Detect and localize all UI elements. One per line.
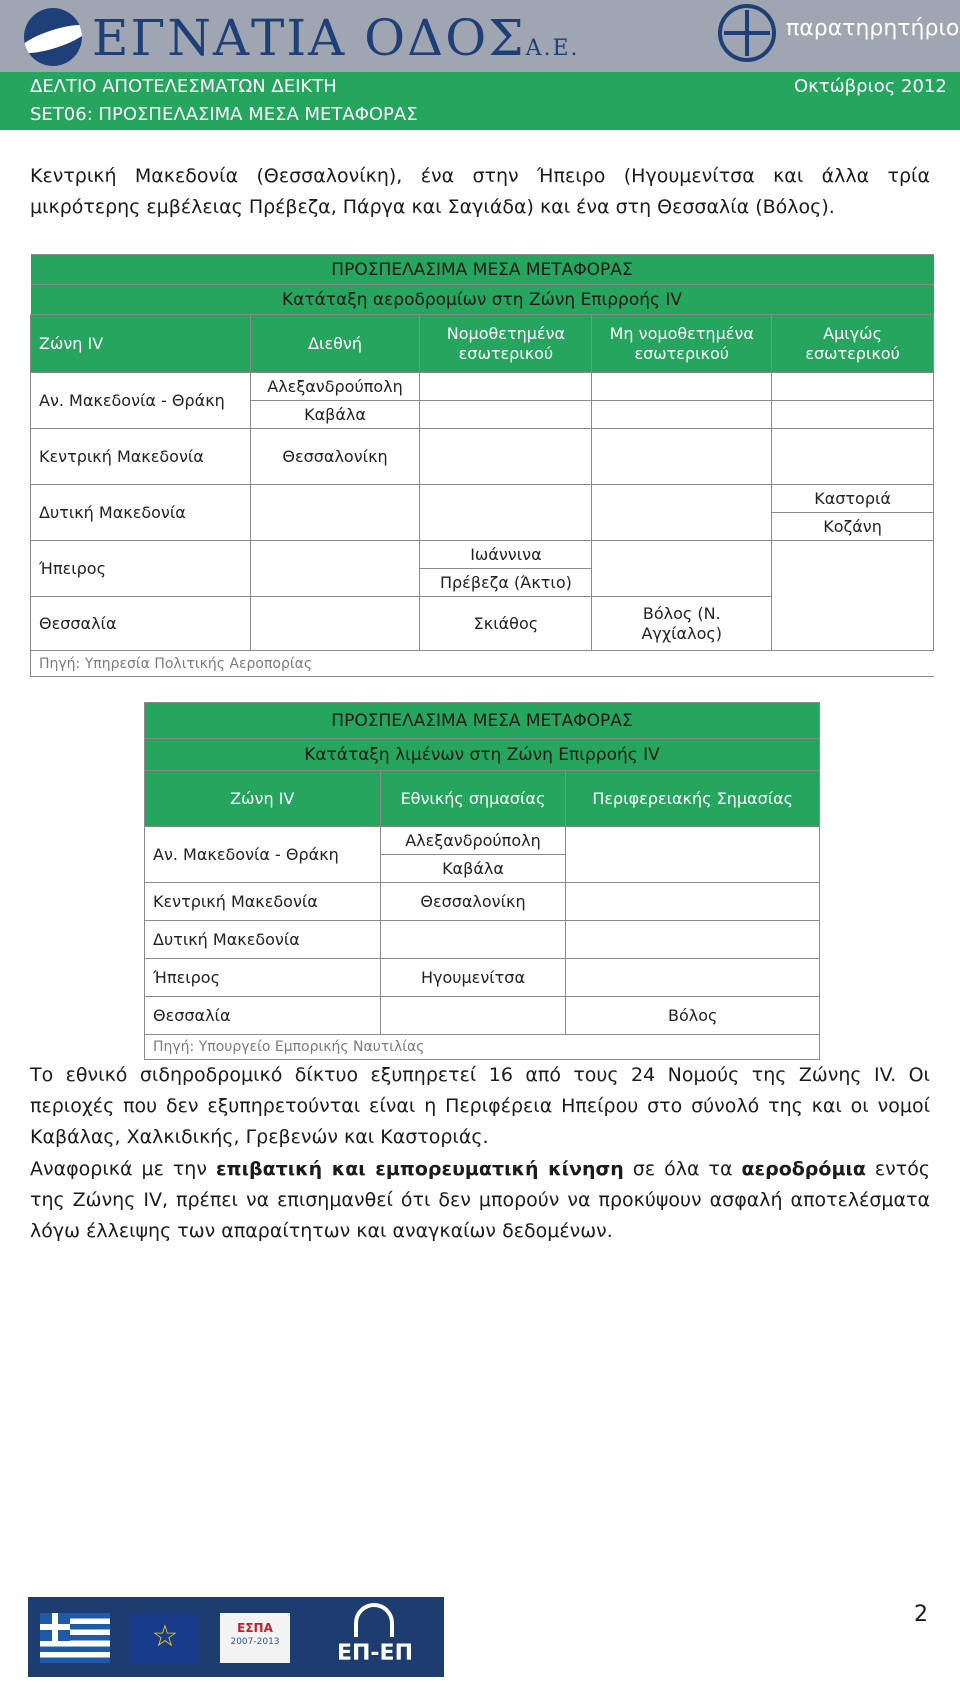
- rail-paragraph: Το εθνικό σιδηροδρομικό δίκτυο εξυπηρετεί 16 από τους 24 Νομούς της Ζώνης IV. Οι περιοχές που δεν εξυπηρετούνται είναι η Περιφέρεια Ηπείρου στο σύνολό της και οι νομοί Καβάλας, Χαλκιδικής, Γρεβενών και Καστοριάς.: [30, 1064, 930, 1148]
- page-header: [0, 0, 960, 130]
- header-top-band: [0, 0, 960, 72]
- ports-table-title: ΠΡΟΣΠΕΛΑΣΙΜΑ ΜΕΣΑ ΜΕΤΑΦΟΡΑΣ: [145, 703, 820, 739]
- airport-cell: Ιωάννινα: [420, 541, 592, 569]
- ports-table-subtitle: Κατάταξη λιμένων στη Ζώνη Επιρροής IV: [145, 739, 820, 771]
- port-cell: Θεσσαλονίκη: [380, 883, 566, 921]
- region-cell: Κεντρική Μακεδονία: [31, 429, 251, 485]
- col-header-non-legislated-domestic: Μη νομοθετημένα εσωτερικού: [592, 315, 772, 373]
- col-header-purely-domestic: Αμιγώς εσωτερικού: [772, 315, 934, 373]
- airport-cell: Καβάλα: [250, 401, 420, 429]
- ports-source: Πηγή: Υπουργείο Εμπορικής Ναυτιλίας: [145, 1035, 820, 1060]
- port-cell: Ηγουμενίτσα: [380, 959, 566, 997]
- region-cell: Θεσσαλία: [31, 597, 251, 651]
- airport-cell: Κοζάνη: [772, 513, 934, 541]
- airport-cell: Σκιάθος: [420, 597, 592, 651]
- brand-name: ΕΓΝΑΤΙΑ ΟΔΟΣΑ.Ε.: [92, 9, 580, 67]
- header-bottom-band: [0, 72, 960, 130]
- port-cell: Καβάλα: [380, 855, 566, 883]
- airport-cell: Καστοριά: [772, 485, 934, 513]
- region-cell: Δυτική Μακεδονία: [31, 485, 251, 541]
- region-cell: Κεντρική Μακεδονία: [145, 883, 381, 921]
- traffic-paragraph: Αναφορικά με την επιβατική και εμπορευματική κίνηση σε όλα τα αεροδρόμια εντός της Ζώνης IV, πρέπει να επισημανθεί ότι δεν μπορούν να προκύψουν ασφαλή αποτελέσματα λόγω έλλειψης των απαραίτητων και αναγκαίων δεδομένων.: [30, 1158, 931, 1242]
- col-header-zone: Ζώνη IV: [145, 771, 381, 827]
- indicator-set: SET06: ΠΡΟΣΠΕΛΑΣΙΜΑ ΜΕΣΑ ΜΕΤΑΦΟΡΑΣ: [30, 104, 418, 125]
- egnatia-logo-icon: [24, 8, 82, 66]
- port-cell: Αλεξανδρούπολη: [380, 827, 566, 855]
- region-cell: Θεσσαλία: [145, 997, 381, 1035]
- col-header-legislated-domestic: Νομοθετημένα εσωτερικού: [420, 315, 592, 373]
- airports-source: Πηγή: Υπηρεσία Πολιτικής Αεροπορίας: [31, 651, 934, 677]
- page-number: 2: [914, 1602, 928, 1627]
- airports-table-title: ΠΡΟΣΠΕΛΑΣΙΜΑ ΜΕΣΑ ΜΕΤΑΦΟΡΑΣ: [31, 255, 934, 285]
- airport-cell: Θεσσαλονίκη: [250, 429, 420, 485]
- epep-logo: ΕΠ-ΕΠ: [320, 1601, 430, 1673]
- observatory-label: παρατηρητήριο: [786, 16, 960, 41]
- funding-logos: [28, 1597, 444, 1677]
- espa-logo: ΕΣΠΑ 2007-2013: [220, 1613, 290, 1663]
- airports-table: [30, 254, 934, 677]
- col-header-national: Εθνικής σημασίας: [380, 771, 566, 827]
- eu-flag-icon: [130, 1613, 200, 1663]
- intro-paragraph: Κεντρική Μακεδονία (Θεσσαλονίκη), ένα στην Ήπειρο (Ηγουμενίτσα και άλλα τρία μικρότερης εμβέλειας Πρέβεζα, Πάργα και Σαγιάδα) και ένα στη Θεσσαλία (Βόλος).: [30, 165, 930, 218]
- col-header-international: Διεθνή: [250, 315, 420, 373]
- ports-table: [144, 702, 820, 1060]
- airports-table-subtitle: Κατάταξη αεροδρομίων στη Ζώνη Επιρροής IV: [31, 285, 934, 315]
- bulletin-title: ΔΕΛΤΙΟ ΑΠΟΤΕΛΕΣΜΑΤΩΝ ΔΕΙΚΤΗ: [30, 76, 337, 97]
- region-cell: Αν. Μακεδονία - Θράκη: [145, 827, 381, 883]
- port-cell: Βόλος: [566, 997, 820, 1035]
- airport-cell: Αλεξανδρούπολη: [250, 373, 420, 401]
- region-cell: Αν. Μακεδονία - Θράκη: [31, 373, 251, 429]
- col-header-zone: Ζώνη IV: [31, 315, 251, 373]
- bulletin-date: Οκτώβριος 2012: [794, 76, 947, 97]
- greek-flag-cross-icon: [40, 1613, 70, 1641]
- region-cell: Ήπειρος: [31, 541, 251, 597]
- region-cell: Δυτική Μακεδονία: [145, 921, 381, 959]
- observatory-icon: [718, 4, 776, 62]
- airport-cell: Πρέβεζα (Άκτιο): [420, 569, 592, 597]
- region-cell: Ήπειρος: [145, 959, 381, 997]
- airport-cell: Βόλος (Ν. Αγχίαλος): [592, 597, 772, 651]
- col-header-regional: Περιφερειακής Σημασίας: [566, 771, 820, 827]
